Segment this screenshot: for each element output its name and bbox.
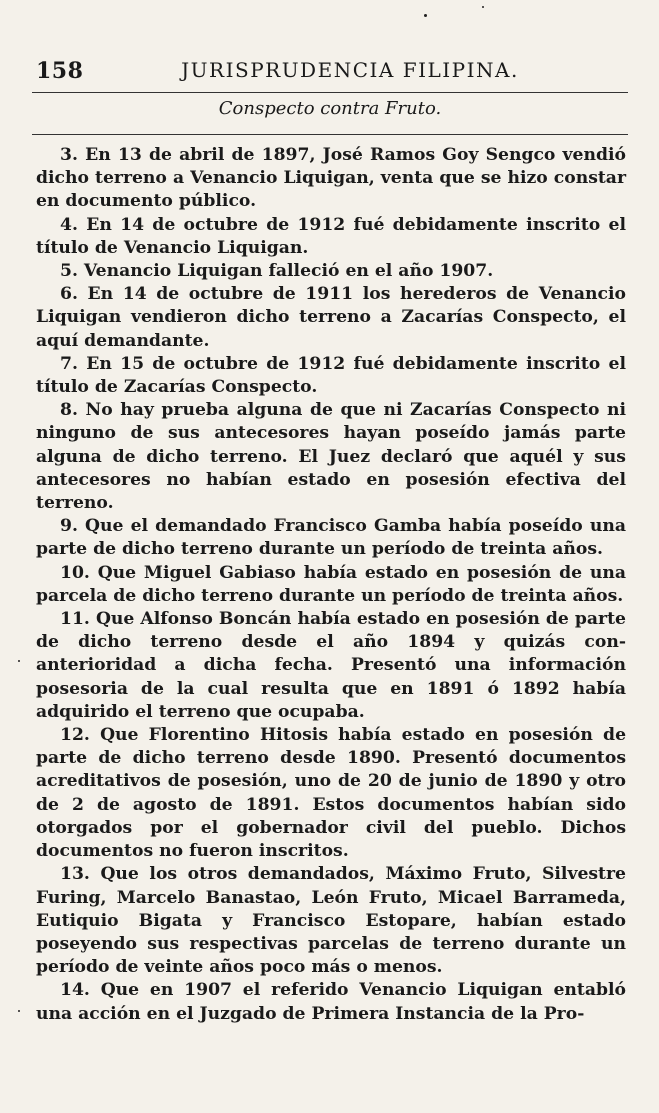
page-number: 158 (36, 58, 84, 84)
paragraph-5: 5. Venancio Liquigan falleció en el año 1907. (60, 261, 494, 282)
header-divider-bottom (32, 134, 628, 135)
paragraph-13: 13. Que los otros demandados, Máximo Fruto, Silvestre Furing, Marcelo Banastao, León Fruto, Micael Barrameda, Eutiquio Bigata y Francisco Estopare, habían estado poseyendo sus respectivas parcelas de terreno durante un período de veinte años poco más o menos. (36, 864, 626, 978)
paragraph-3: 3. En 13 de abril de 1897, José Ramos Goy Sengco vendió dicho terreno a Venancio Liquigan, venta que se hizo constar en documento público. (36, 145, 626, 212)
paragraph-11: 11. Que Alfonso Boncán había estado en posesión de parte de dicho terreno desde el año 1894 y quizás con- anterioridad a dicha fecha. Presentó una información posesoria de la cual resulta que en 1891 ó 1892 había adquirido el terreno que ocupaba. (36, 609, 626, 722)
running-title: JURISPRUDENCIA FILIPINA. (181, 58, 519, 82)
paragraph-7: 7. En 15 de octubre de 1912 fué debidamente inscrito el título de Zacarías Conspecto. (36, 353, 626, 398)
page-header (32, 58, 628, 92)
paragraph-4: 4. En 14 de octubre de 1912 fué debidamente inscrito el título de Venancio Liquigan. (36, 214, 626, 258)
body-text (36, 144, 626, 1026)
paragraph-14: 14. Que en 1907 el referido Venancio Liquigan entabló una acción en el Juzgado de Primera Instancia de la Pro- (36, 980, 626, 1024)
paragraph-9: 9. Que el demandado Francisco Gamba había poseído una parte de dicho terreno durante un período de treinta años. (36, 516, 626, 560)
paragraph-12: 12. Que Florentino Hitosis había estado en posesión de parte de dicho terreno desde 1890. Presentó documentos acreditativos de posesión, uno de 20 de junio de 1890 y otro de 2 de agosto de 1891. Estos documentos habían sido otorgados por el gobernador civil del pueblo. Dichos documentos no fueron inscritos. (36, 725, 626, 862)
print-speck (18, 1010, 20, 1012)
print-speck (424, 14, 427, 17)
header-divider-top (32, 92, 628, 93)
paragraph-8: 8. No hay prueba alguna de que ni Zacarías Conspecto ni ninguno de sus antecesores hayan poseído jamás parte alguna de dicho terreno. El Juez declaró que aquél y sus antecesores no habían estado en posesión efectiva del terreno. (36, 400, 626, 514)
case-subtitle: Conspecto contra Fruto. (218, 98, 442, 119)
paragraph-6: 6. En 14 de octubre de 1911 los herederos de Venancio Liquigan vendieron dicho terreno a Zacarías Conspecto, el aquí demandante. (36, 284, 626, 351)
print-speck (18, 660, 20, 662)
print-speck (482, 6, 484, 8)
paragraph-10: 10. Que Miguel Gabiaso había estado en posesión de una parcela de dicho terreno durante un período de treinta años. (36, 562, 626, 606)
